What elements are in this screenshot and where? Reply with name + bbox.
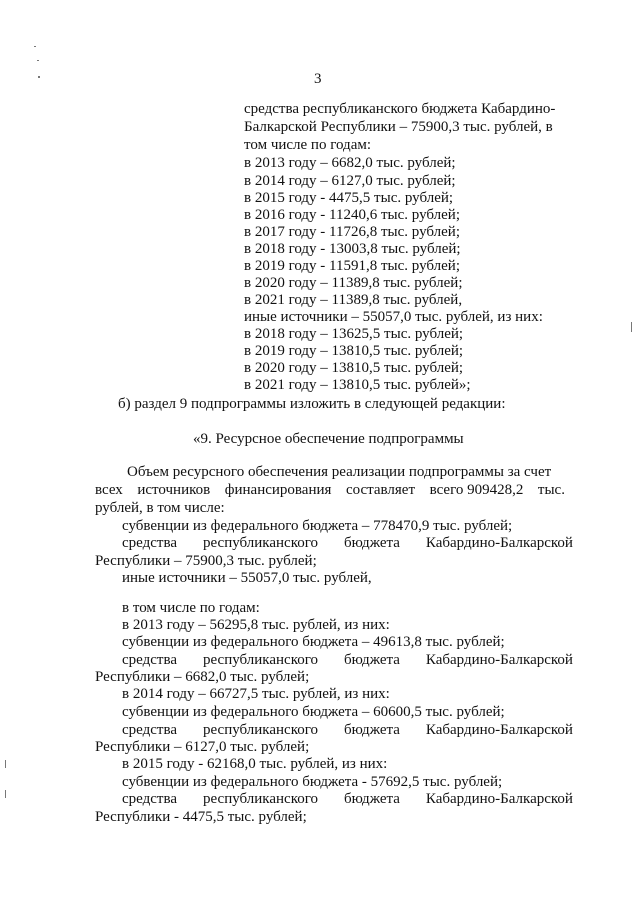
word: всего 909428,2 xyxy=(429,482,524,498)
top-line: средства республиканского бюджета Кабардино- xyxy=(244,101,556,117)
intro-justified-line xyxy=(95,482,565,499)
top-line: в 2021 году – 13810,5 тыс. рублей»; xyxy=(244,377,471,393)
word: республиканского xyxy=(203,652,318,668)
word: Кабардино-Балкарской xyxy=(425,535,573,551)
scan-speck xyxy=(5,760,6,768)
top-line: в 2019 году - 11591,8 тыс. рублей; xyxy=(244,258,460,274)
total-republic-line xyxy=(122,535,573,552)
section-heading: «9. Ресурсное обеспечение подпрограммы xyxy=(193,431,464,447)
word: бюджета xyxy=(343,652,400,668)
word: составляет xyxy=(345,482,416,498)
top-line: иные источники – 55057,0 тыс. рублей, из них: xyxy=(244,309,543,325)
year-header: в 2013 году – 56295,8 тыс. рублей, из них: xyxy=(122,617,390,633)
total-other: иные источники – 55057,0 тыс. рублей, xyxy=(122,570,372,586)
scan-speck xyxy=(631,322,632,332)
top-line: в 2021 году – 11389,8 тыс. рублей, xyxy=(244,292,463,308)
top-line: в 2017 году - 11726,8 тыс. рублей; xyxy=(244,224,460,240)
year-subventions: субвенции из федерального бюджета – 49613,8 тыс. рублей; xyxy=(122,634,505,650)
top-line: том числе по годам: xyxy=(244,137,372,153)
top-line: в 2020 году – 13810,5 тыс. рублей; xyxy=(244,360,464,376)
top-line: в 2015 году - 4475,5 тыс. рублей; xyxy=(244,190,454,206)
total-subventions: субвенции из федерального бюджета – 778470,9 тыс. рублей; xyxy=(122,518,513,534)
scan-speck xyxy=(5,790,6,798)
top-line: в 2018 году – 13625,5 тыс. рублей; xyxy=(244,326,464,342)
word: средства xyxy=(122,535,178,551)
scan-speck xyxy=(34,46,36,47)
year-header: в 2015 году - 62168,0 тыс. рублей, из них: xyxy=(122,756,388,772)
word: всех xyxy=(95,482,123,498)
total-republic-cont: Республики – 75900,3 тыс. рублей; xyxy=(95,553,317,569)
year-republic-line xyxy=(122,652,573,669)
word: средства xyxy=(122,722,178,738)
by-years-label: в том числе по годам: xyxy=(122,600,260,616)
year-subventions: субвенции из федерального бюджета – 60600,5 тыс. рублей; xyxy=(122,704,505,720)
top-line: в 2014 году – 6127,0 тыс. рублей; xyxy=(244,173,456,189)
word: средства xyxy=(122,791,178,807)
word: Кабардино-Балкарской xyxy=(425,652,573,668)
intro-line: рублей, в том числе: xyxy=(95,500,225,516)
top-line: в 2020 году – 11389,8 тыс. рублей; xyxy=(244,275,463,291)
word: бюджета xyxy=(343,791,400,807)
top-line: в 2018 году - 13003,8 тыс. рублей; xyxy=(244,241,461,257)
intro-line: Объем ресурсного обеспечения реализации подпрограммы за счет xyxy=(127,464,552,480)
word: республиканского xyxy=(203,791,318,807)
top-line: в 2013 году – 6682,0 тыс. рублей; xyxy=(244,155,456,171)
year-republic-cont: Республики - 4475,5 тыс. рублей; xyxy=(95,809,307,825)
word: бюджета xyxy=(343,722,400,738)
word: тыс. xyxy=(537,482,565,498)
section-b-instruction: б) раздел 9 подпрограммы изложить в следующей редакции: xyxy=(118,396,506,412)
year-republic-cont: Республики – 6682,0 тыс. рублей; xyxy=(95,669,310,685)
word: финансирования xyxy=(224,482,332,498)
year-header: в 2014 году – 66727,5 тыс. рублей, из них: xyxy=(122,686,390,702)
top-line: в 2016 году - 11240,6 тыс. рублей; xyxy=(244,207,460,223)
year-republic-line xyxy=(122,722,573,739)
page-number: 3 xyxy=(314,71,322,87)
word: Кабардино-Балкарской xyxy=(425,722,573,738)
scan-speck xyxy=(38,76,40,78)
year-subventions: субвенции из федерального бюджета - 57692,5 тыс. рублей; xyxy=(122,774,503,790)
year-republic-line xyxy=(122,791,573,808)
scan-speck xyxy=(37,60,39,61)
top-line: в 2019 году – 13810,5 тыс. рублей; xyxy=(244,343,464,359)
word: источников xyxy=(137,482,211,498)
word: средства xyxy=(122,652,178,668)
top-line: Балкарской Республики – 75900,3 тыс. рублей, в xyxy=(244,119,553,135)
word: Кабардино-Балкарской xyxy=(425,791,573,807)
word: республиканского xyxy=(203,722,318,738)
word: республиканского xyxy=(203,535,318,551)
word: бюджета xyxy=(343,535,400,551)
year-republic-cont: Республики – 6127,0 тыс. рублей; xyxy=(95,739,310,755)
